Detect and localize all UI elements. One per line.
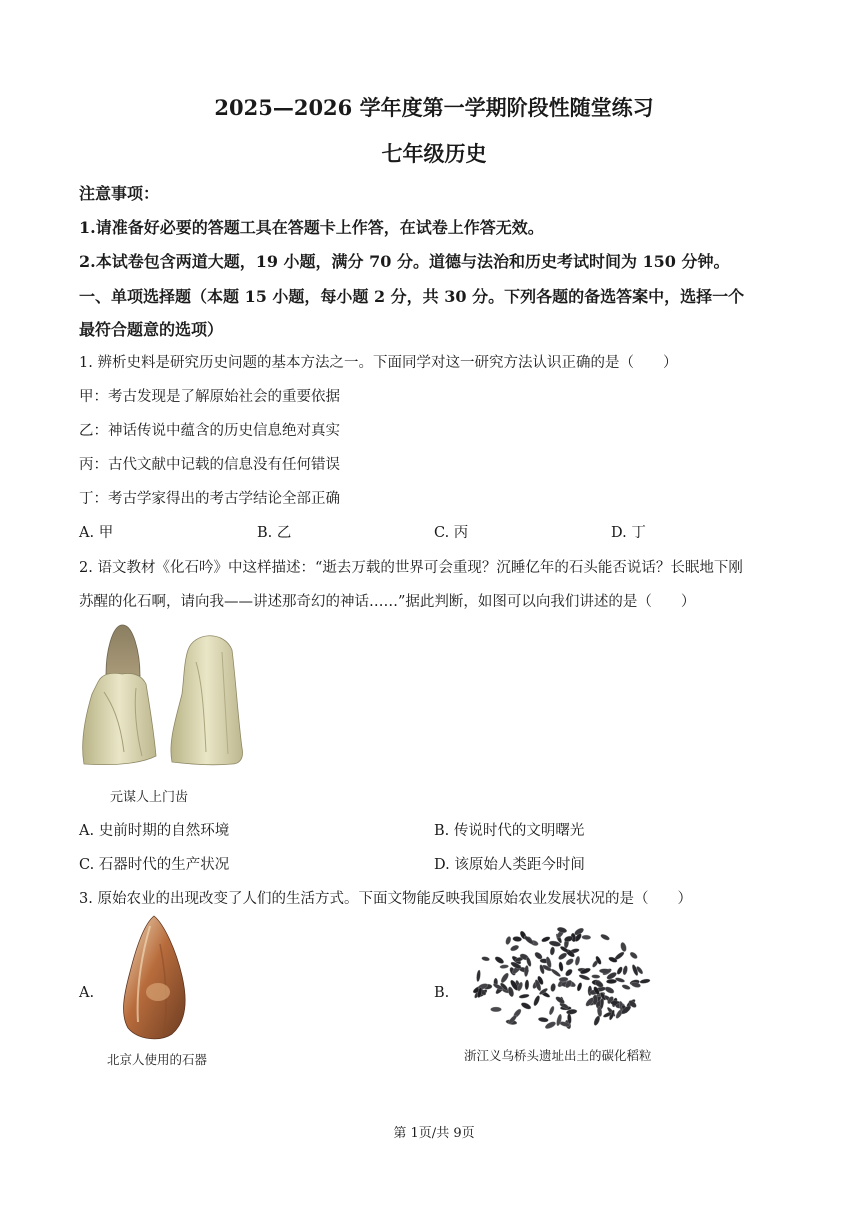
- question-3-option-b-label[interactable]: B.: [434, 985, 450, 1001]
- question-3-option-b-caption: 浙江义乌桥头遗址出土的碳化稻粒: [464, 1048, 652, 1063]
- question-1-option-c[interactable]: C. 丙: [434, 525, 469, 541]
- notice-item-1: 1.请准备好必要的答题工具在答题卡上作答，在试卷上作答无效。: [79, 218, 544, 237]
- question-2-option-b[interactable]: B. 传说时代的文明曙光: [434, 823, 585, 839]
- question-1-option-d[interactable]: D. 丁: [611, 525, 646, 541]
- question-3-option-a-label[interactable]: A.: [79, 985, 95, 1001]
- rice-grain: [491, 1007, 502, 1012]
- rice-grain: [510, 944, 520, 952]
- notice-item-2: 2.本试卷包含两道大题，19 小题，满分 70 分。道德与法治和历史考试时间为 150 分钟。: [79, 252, 730, 271]
- rice-grain: [620, 942, 628, 953]
- question-2-image-caption: 元谋人上门齿: [110, 790, 189, 805]
- rice-grain: [565, 957, 575, 966]
- question-2-option-c[interactable]: C. 石器时代的生产状况: [79, 857, 230, 873]
- rice-grain: [559, 977, 568, 982]
- rice-grain: [500, 972, 510, 984]
- rice-grain: [576, 982, 583, 992]
- rice-grain: [523, 935, 535, 946]
- rice-grain: [524, 965, 529, 977]
- rice-grain: [505, 936, 512, 945]
- rice-grain: [538, 1017, 549, 1023]
- rice-grain: [606, 979, 617, 984]
- page-title: 2025—2026 学年度第一学期阶段性随堂练习: [214, 95, 654, 120]
- section-heading-line-1: 一、单项选择题（本题 15 小题，每小题 2 分，共 30 分。下列各题的备选答案中，选择一个: [79, 287, 745, 306]
- rice-grain: [550, 947, 555, 956]
- question-2-stem-line-1: 2. 语文教材《化石吟》中这样描述：“逝去万载的世界可会重现？沉睡亿年的石头能否说话？长眠地下刚: [79, 560, 743, 576]
- question-1-stem: 1. 辨析史料是研究历史问题的基本方法之一。下面同学对这一研究方法认识正确的是（ ）: [79, 355, 678, 371]
- rice-grain: [520, 1001, 532, 1010]
- rice-grain: [500, 964, 509, 969]
- rice-grain: [494, 955, 505, 965]
- question-2-option-d[interactable]: D. 该原始人类距今时间: [434, 857, 585, 873]
- rice-grain: [629, 951, 639, 960]
- rice-grain: [622, 965, 628, 975]
- carbonized-rice-image: [470, 922, 650, 1040]
- rice-grain: [640, 978, 651, 984]
- question-1-statement-yi: 乙：神话传说中蕴含的历史信息绝对真实: [79, 423, 340, 439]
- question-1-option-a[interactable]: A. 甲: [79, 525, 114, 541]
- right-tooth: [171, 636, 243, 765]
- page-number: 第 1页/共 9页: [393, 1126, 475, 1141]
- rice-grain: [512, 936, 521, 942]
- rice-grain: [582, 935, 591, 940]
- rice-grain: [533, 995, 541, 1007]
- rice-grain: [604, 986, 615, 995]
- question-2-option-a[interactable]: A. 史前时期的自然环境: [79, 823, 230, 839]
- rice-grain: [578, 974, 590, 981]
- question-3-option-a-caption: 北京人使用的石器: [107, 1052, 208, 1067]
- left-tooth-root: [106, 625, 140, 676]
- stone-tool-image: [120, 914, 192, 1042]
- rice-grain: [476, 970, 481, 982]
- rice-grain: [481, 956, 490, 961]
- question-3-stem: 3. 原始农业的出现改变了人们的生活方式。下面文物能反映我国原始农业发展状况的是（ ）: [79, 891, 692, 907]
- rice-grain: [600, 933, 611, 941]
- rice-grain: [621, 984, 630, 991]
- question-2-stem-line-2: 苏醒的化石啊，请向我——讲述那奇幻的神话……”据此判断，如图可以向我们讲述的是（ ）: [79, 594, 696, 610]
- rice-grain: [548, 1006, 555, 1016]
- question-1-statement-jia: 甲：考古发现是了解原始社会的重要依据: [79, 389, 340, 405]
- question-1-statement-bing: 丙：古代文献中记载的信息没有任何错误: [79, 457, 340, 473]
- left-tooth-crown: [83, 673, 156, 764]
- rice-grain: [557, 926, 568, 933]
- page-subtitle: 七年级历史: [381, 141, 487, 166]
- rice-grain: [525, 980, 530, 990]
- rice-grain: [591, 974, 600, 978]
- rice-grain: [550, 983, 556, 992]
- rice-grain: [558, 962, 563, 972]
- incisor-teeth-image: [76, 622, 248, 772]
- notice-heading: 注意事项：: [79, 184, 160, 203]
- section-heading-line-2: 最符合题意的选项）: [79, 320, 224, 339]
- question-1-statement-ding: 丁：考古学家得出的考古学结论全部正确: [79, 491, 340, 507]
- question-1-option-b[interactable]: B. 乙: [257, 525, 292, 541]
- rice-grain: [519, 994, 530, 999]
- rice-grain: [616, 966, 624, 975]
- rice-grain: [574, 956, 580, 966]
- rice-grain: [564, 968, 573, 977]
